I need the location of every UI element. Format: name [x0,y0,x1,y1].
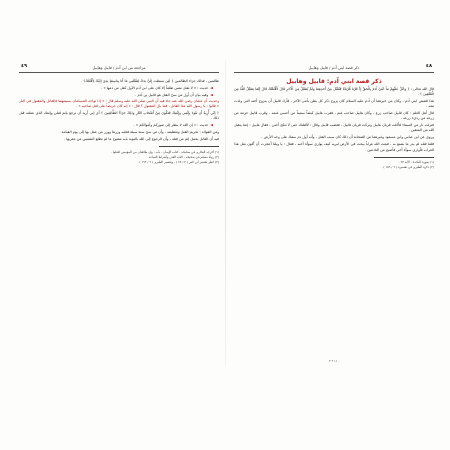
left-bullet-text: حديث : « لا تقتل نفس ظلماً إلا كان على ابن آدم الأول كفل من دمها » . [101,86,209,91]
right-paragraph: فنزلت نار من السماء فأكلت قربان هابيل وتركت قربان قابيل ، فغضب قابيل وقال : لأقتلنك حتى لا تنكح أختي ، فقال هابيل : إنما يتقبل الله من المتقين . [234,123,434,133]
left-bullet-text: حديث : « إن الله لا ينظر إلى صوركم وأموالكم » . [133,123,209,128]
left-page-header [19,64,219,73]
left-bullet-text: وفيه بيان أن أول من سنّ القتل هو قابيل بن آدم . [135,92,209,97]
bullet-mark: ◄ [210,92,213,97]
right-paragraph: قال الله تعالى : ﴿ وَاتْلُ عَلَيْهِمْ نَبَأَ ابْنَيْ آدَمَ بِالْحَقِّ إِذْ قَرَّبَا قُرْبَانًا فَتُقُبِّلَ مِنْ أَحَدِهِمَا وَلَمْ يُتَقَبَّلْ مِنَ الْآخَرِ قَالَ لَأَقْتُلَنَّكَ قَالَ إِنَّمَا يَتَقَبَّلُ اللَّهُ مِنَ الْمُتَّقِينَ ﴾ . [234,87,434,97]
right-page-header [234,64,434,73]
right-paragraph: فلما قتله لم يدر ما يصنع به ، فبعث الله غراباً يبحث في الأرض ليريه كيف يواري سوأة أخيه ، فقال : يا ويلتا أعجزت أن أكون مثل هذا الغراب فأواري سوأة أخي فأصبح من النادمين . [234,142,434,152]
left-paragraph: ﴿ إِنِّي أُرِيدُ أَن تَبُوءَ بِإِثْمِي وَإِثْمِكَ فَتَكُونَ مِنْ أَصْحَابِ النَّارِ وَذَلِكَ جَزَاءُ الظَّالِمِينَ ﴾ أي إني أريد أن ترجع بإثم قتلي وإثمك الذي عملته قبل ذلك . [19,111,219,121]
left-footnote: (٣) انظر تفسير ابن كثير ( ٢ / ٤٧ ) ، وتفسير الطبري ( ٦ / ١٩٢ ) . [137,160,219,165]
left-paragraph: ومن الفوائد : تحريم القتل وتعظيمه ، وأن من سنّ سنة سيئة فعليه وزرها ووزر من عمل بها إلى يوم القيامة . [59,129,219,134]
right-paragraph: هذا قصص ابني آدم ، وكان من خبرهما أن آدم عليه السلام كان يزوج ذكر كل بطن بأنثى الآخر ، فأراد قابيل أن يتزوج أخته التي ولدت معه . [234,99,434,109]
right-paragraph: قال أهل العلم : كان قابيل صاحب زرع ، وكان هابيل صاحب غنم ، فقرب هابيل كبشاً سميناً من أحسن غنمه ، وقرب قابيل حزمة من زرعه من رديء زرعه . [234,111,434,121]
footnote-divider [374,157,434,158]
left-running-title: مراجعة من ابن آدم / قابيل وهابيل [92,65,146,70]
right-footnote: (١) سورة المائدة : الآية ٢٧ . [398,160,434,165]
bullet-mark: ◄ [210,123,213,128]
left-bullet [19,93,213,98]
left-page [19,64,219,364]
footnote-divider [159,146,219,147]
right-page [234,64,434,364]
right-page-foot-markers: ١١٠ ٢ ٣ [328,358,340,363]
chapter-heading: ذكر قصة ابني آدم: قابيل وهابيل [286,78,382,85]
left-paragraph: فيه أن القاتل يحمل إثم من قتله ، وأن الرجوع إلى الله بالتوبة بابه مفتوح ما لم تطلع الشمس من مغربها . [63,136,219,141]
left-paragraph: ظالمين ، فذلك جزاء الظالمين ﴿ لَئِن بَسَطتَ إِلَيَّ يَدَكَ لِتَقْتُلَنِي مَا أَنَا بِبَاسِطٍ يَدِيَ إِلَيْكَ لِأَقْتُلَكَ﴾ . [80,79,219,83]
left-page-number: ٤٩ [21,64,28,69]
left-footnote: (٢) رواه مسلم في صحيحه ، كتاب الفتن وأشراط الساعة . [146,154,219,159]
right-page-number: ٤٨ [425,64,432,69]
left-footnote: (١) أخرجه البخاري في صحيحه ، كتاب الإيمان ، باب : وإن طائفتان من المؤمنين اقتتلوا . [110,149,219,154]
bullet-mark: ◄ [210,86,213,91]
left-paragraph: وحديث أن عثمان رضي الله عنه جاء فيه أن النبي صلى الله عليه وسلم قال : « إذا تواجه المسلمان بسيفيهما فالقاتل والمقتول في النار » قالوا : يا رسول الله هذا القاتل ، فما بال المقتول ؟ قال : « إنه كان حريصاً على قتل صاحبه » . [19,99,219,109]
right-paragraph: وروي عن ابن عباس وابن مسعود وغيرهما من الصحابة أن ذلك كان سبب القتل ، وأنه أول دم سفك على وجه الأرض . [261,135,434,140]
right-footnote: (٢) ذكره الطبري في تفسيره ( ٦ / ١٨٦ ) . [381,165,434,170]
book-gutter [225,60,226,366]
left-bullet [19,86,213,91]
left-bullet [19,123,213,128]
right-running-title: ذكر قصة ابني آدم / قابيل وهابيل [308,65,360,70]
